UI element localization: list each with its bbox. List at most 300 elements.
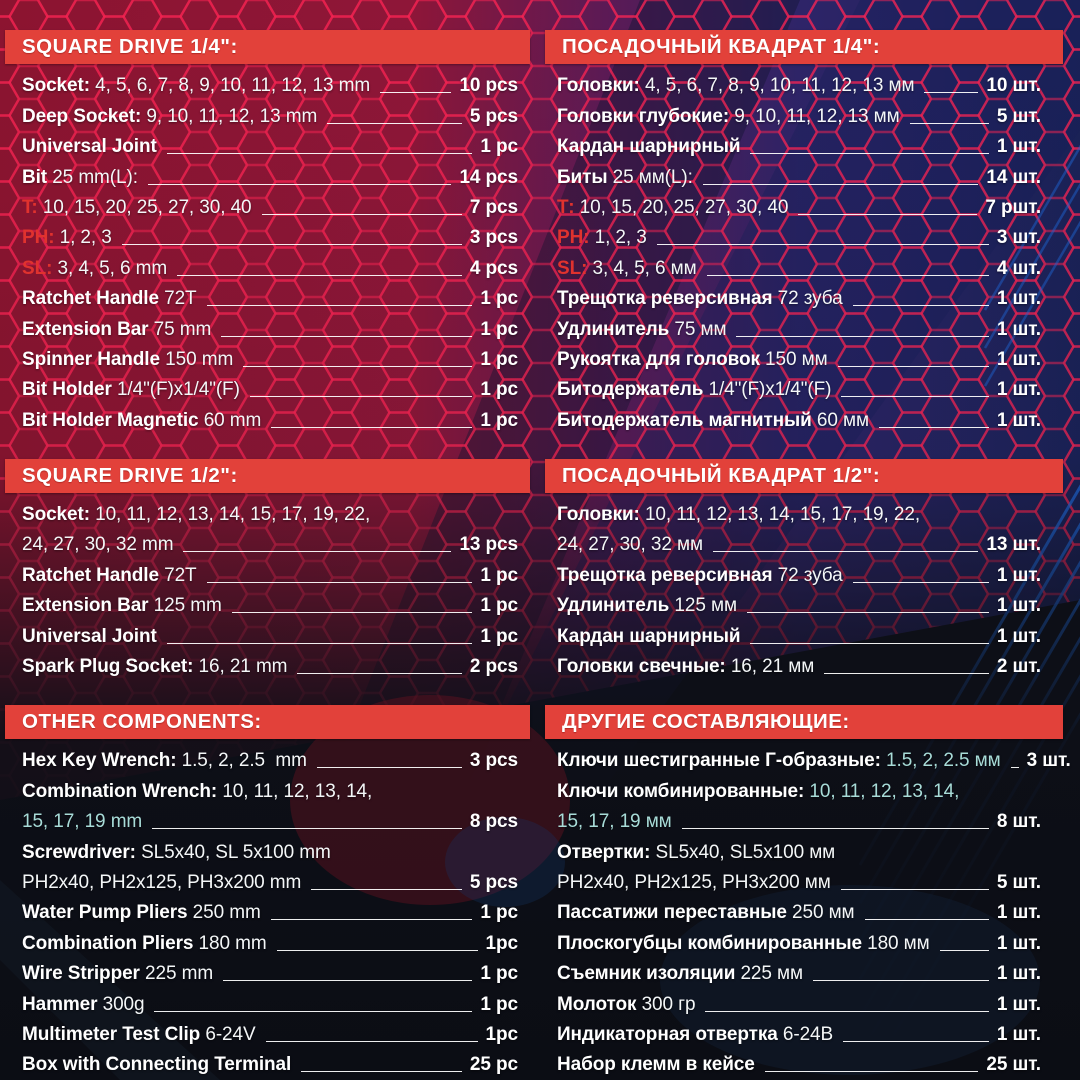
item-detail: 6-24V (200, 1023, 256, 1045)
item-detail: 72T (158, 288, 197, 310)
item-name: Плоскогубцы комбинированные (557, 932, 862, 954)
item-qty: 5 шт. (996, 105, 1041, 127)
item-qty: 3 pcs (469, 750, 518, 772)
spec-row (557, 743, 1071, 773)
spec-row (557, 557, 1041, 587)
item-detail: 25 мм(L): (607, 166, 693, 188)
item-qty: 25 шт. (986, 1054, 1041, 1076)
item-name: T: (22, 196, 38, 218)
spec-row (557, 956, 1041, 986)
spec-row (22, 250, 518, 280)
spec-row (557, 190, 1041, 220)
leader-line (177, 275, 462, 276)
item-detail: 15, 17, 19 мм (557, 811, 672, 833)
item-label (22, 73, 370, 98)
item-name: Spinner Handle (22, 348, 160, 370)
item-name: Socket: (22, 504, 90, 526)
spec-row (22, 649, 518, 679)
item-qty: 1 шт. (996, 932, 1041, 954)
leader-line (924, 92, 978, 93)
leader-line (824, 673, 989, 674)
item-detail: 16, 21 mm (193, 656, 288, 678)
item-name: Spark Plug Socket: (22, 656, 194, 678)
spec-section (545, 459, 1063, 679)
item-qty: 1 шт. (996, 564, 1041, 586)
item-qty: 1 pc (480, 963, 518, 985)
leader-line (262, 214, 462, 215)
item-detail: 150 мм (759, 348, 828, 370)
item-name: Combination Pliers (22, 932, 194, 954)
item-detail: 3, 4, 5, 6 mm (52, 257, 168, 279)
spec-row (557, 402, 1041, 432)
item-qty: 1 шт. (996, 963, 1041, 985)
spec-row (22, 311, 518, 341)
item-name: Головки глубокие: (557, 105, 730, 127)
item-label (22, 256, 167, 281)
item-detail: 25 mm(L): (47, 166, 138, 188)
spec-row (557, 865, 1041, 895)
item-qty: 1 шт. (996, 1023, 1041, 1045)
item-qty: 2 pcs (469, 656, 518, 678)
spec-row (22, 68, 518, 98)
leader-line (167, 153, 473, 154)
item-name: Deep Socket: (22, 105, 142, 127)
item-name: Головки: (557, 75, 640, 97)
item-name: Удлинитель (557, 595, 670, 617)
item-label (22, 748, 307, 773)
item-detail: 4, 5, 6, 7, 8, 9, 10, 11, 12, 13 mm (89, 75, 371, 97)
item-detail: 75 мм (669, 318, 727, 340)
spec-row (22, 986, 518, 1016)
item-name: Extension Bar (22, 595, 149, 617)
item-label (22, 961, 213, 986)
item-detail: 75 mm (148, 318, 212, 340)
leader-line (879, 427, 989, 428)
section-title: SQUARE DRIVE 1/4": (22, 35, 238, 58)
leader-line (940, 950, 989, 951)
item-label (22, 134, 157, 159)
leader-line (122, 244, 462, 245)
item-qty: 1 pc (480, 379, 518, 401)
spec-row (22, 159, 518, 189)
item-detail: 225 мм (735, 963, 803, 985)
spec-row (22, 281, 518, 311)
item-detail: 10, 11, 12, 13, 14, (804, 780, 960, 802)
spec-row (557, 250, 1041, 280)
spec-row (22, 1047, 518, 1077)
item-detail: 180 mm (193, 932, 267, 954)
spec-row (557, 588, 1041, 618)
item-detail: 72T (158, 564, 197, 586)
item-qty: 1 pc (480, 348, 518, 370)
item-qty: 3 шт. (1026, 750, 1071, 772)
item-detail: 16, 21 мм (725, 656, 815, 678)
section-rows (5, 64, 530, 433)
spec-section (5, 705, 530, 1077)
item-name: Ratchet Handle (22, 564, 159, 586)
leader-line (765, 1071, 979, 1072)
item-detail: 1/4"(F)x1/4"(F) (703, 379, 832, 401)
item-label (22, 225, 112, 250)
item-qty: 8 шт. (996, 811, 1041, 833)
item-name: Ключи комбинированные: (557, 780, 805, 802)
item-label (557, 779, 959, 804)
item-detail: 10, 11, 12, 13, 14, 15, 17, 19, 22, (89, 504, 371, 526)
item-qty: 10 шт. (986, 75, 1041, 97)
leader-line (327, 123, 462, 124)
section-header-bar (545, 459, 1063, 493)
item-detail: 10, 15, 20, 25, 27, 30, 40 (574, 196, 789, 218)
item-detail: 225 mm (139, 963, 214, 985)
item-label (557, 624, 740, 649)
item-detail: 72 зуба (772, 564, 843, 586)
leader-line (841, 889, 989, 890)
spec-row (22, 743, 518, 773)
item-name: Т: (557, 196, 575, 218)
item-qty: 3 шт. (996, 227, 1041, 249)
leader-line (682, 828, 989, 829)
item-qty: 5 pcs (469, 105, 518, 127)
item-label (557, 931, 930, 956)
item-qty: 1 шт. (996, 625, 1041, 647)
item-label (557, 165, 693, 190)
section-rows (545, 64, 1063, 433)
item-name: Socket: (22, 75, 90, 97)
item-name: Кардан шарнирный (557, 625, 741, 647)
leader-line (232, 612, 473, 613)
item-name: Индикаторная отвертка (557, 1023, 778, 1045)
spec-row (557, 649, 1041, 679)
section-header-bar (545, 705, 1063, 739)
section-rows (545, 493, 1063, 679)
section-header-bar (545, 30, 1063, 64)
item-label (557, 992, 695, 1017)
spec-row (22, 372, 518, 402)
spec-row (557, 281, 1041, 311)
leader-line (841, 396, 989, 397)
item-name: Трещотка реверсивная (557, 288, 773, 310)
leader-line (297, 673, 461, 674)
item-label (557, 961, 803, 986)
section-title: ПОСАДОЧНЫЙ КВАДРАТ 1/4": (562, 35, 881, 58)
item-label (557, 317, 726, 342)
item-detail: 300g (97, 993, 145, 1015)
spec-row (22, 98, 518, 128)
leader-line (167, 643, 473, 644)
item-detail: 15, 17, 19 mm (22, 811, 143, 833)
item-detail: SL5x40, SL 5x100 mm (135, 841, 331, 863)
item-qty: 1 pc (480, 564, 518, 586)
item-label (22, 502, 370, 527)
leader-line (301, 1071, 462, 1072)
item-detail: 1/4"(F)x1/4"(F) (111, 379, 240, 401)
item-detail: 250 mm (187, 902, 261, 924)
item-qty: 1 pc (480, 902, 518, 924)
item-label (557, 134, 740, 159)
item-label (557, 900, 855, 925)
item-name: Screwdriver: (22, 841, 136, 863)
item-label (557, 408, 869, 433)
item-name: Удлинитель (557, 318, 670, 340)
leader-line (154, 1011, 472, 1012)
leader-line (243, 366, 472, 367)
item-label (22, 347, 233, 372)
item-qty: 1 pc (480, 409, 518, 431)
leader-line (703, 184, 979, 185)
item-label (557, 532, 703, 557)
item-label (22, 1052, 291, 1077)
item-label (22, 195, 252, 220)
item-qty: 1 шт. (996, 136, 1041, 158)
item-label (22, 840, 331, 865)
spec-section (545, 30, 1063, 433)
spec-row (22, 925, 518, 955)
item-name: Extension Bar (22, 318, 149, 340)
spec-section (5, 459, 530, 679)
spec-row (22, 956, 518, 986)
item-detail: 125 мм (669, 595, 737, 617)
leader-line (380, 92, 451, 93)
item-name: Головки: (557, 504, 640, 526)
item-qty: 1 шт. (996, 409, 1041, 431)
spec-row (22, 588, 518, 618)
item-qty: 1pc (485, 1023, 518, 1045)
item-label (22, 870, 301, 895)
item-label (22, 563, 197, 588)
leader-line (148, 184, 452, 185)
item-detail: 10, 15, 20, 25, 27, 30, 40 (37, 196, 252, 218)
item-qty: 7 ршт. (985, 196, 1041, 218)
item-name: Ключи шестигранные Г-образные: (557, 750, 881, 772)
spec-row (557, 895, 1041, 925)
item-detail: PH2x40, PH2x125, PH3x200 mm (22, 871, 302, 893)
leader-line (707, 275, 989, 276)
item-label (22, 654, 287, 679)
item-name: Universal Joint (22, 625, 157, 647)
item-detail: 3, 4, 5, 6 мм (587, 257, 697, 279)
item-qty: 13 шт. (986, 534, 1041, 556)
leader-line (207, 582, 473, 583)
item-detail: 72 зуба (772, 288, 843, 310)
spec-row (557, 342, 1041, 372)
item-label (22, 624, 157, 649)
item-name: Ratchet Handle (22, 288, 159, 310)
spec-row (22, 342, 518, 372)
item-label (22, 1022, 256, 1047)
item-detail: SL5x40, SL5x100 мм (650, 841, 836, 863)
item-label (22, 317, 211, 342)
item-label (557, 748, 1001, 773)
item-detail: 10, 11, 12, 13, 14, 15, 17, 19, 22, (639, 504, 920, 526)
item-name: Hex Key Wrench: (22, 750, 177, 772)
item-qty: 1 pc (480, 288, 518, 310)
item-name: Universal Joint (22, 136, 157, 158)
leader-line (657, 244, 989, 245)
item-name: Трещотка реверсивная (557, 564, 773, 586)
item-qty: 1 шт. (996, 348, 1041, 370)
spec-row (557, 986, 1041, 1016)
item-detail: 10, 11, 12, 13, 14, (217, 780, 373, 802)
leader-line (223, 980, 472, 981)
item-name: Молоток (557, 993, 637, 1015)
item-detail: 125 mm (148, 595, 222, 617)
leader-line (798, 214, 977, 215)
section-rows (5, 493, 530, 679)
spec-row (22, 834, 518, 864)
spec-row (557, 159, 1041, 189)
section-title: ПОСАДОЧНЫЙ КВАДРАТ 1/2": (562, 463, 881, 487)
item-detail: 150 mm (159, 348, 234, 370)
item-detail: PH2x40, PH2x125, PH3x200 мм (557, 871, 831, 893)
leader-line (250, 396, 473, 397)
leader-line (713, 551, 979, 552)
spec-row (557, 618, 1041, 648)
item-detail: 1, 2, 3 (589, 227, 647, 249)
column-english (5, 30, 530, 1077)
spec-row (557, 372, 1041, 402)
item-name: Битодержатель магнитный (557, 409, 812, 431)
item-qty: 1 pc (480, 625, 518, 647)
item-detail: 6-24В (777, 1023, 834, 1045)
item-qty: 1 pc (480, 595, 518, 617)
column-russian (545, 30, 1071, 1077)
leader-line (183, 551, 451, 552)
leader-line (853, 582, 989, 583)
item-name: Пассатижи переставные (557, 902, 787, 924)
spec-row (557, 220, 1041, 250)
item-qty: 14 pcs (459, 166, 518, 188)
item-label (22, 286, 197, 311)
item-label (22, 377, 240, 402)
item-label (557, 809, 672, 834)
item-name: Кардан шарнирный (557, 136, 741, 158)
leader-line (277, 950, 478, 951)
item-detail: 300 гр (636, 993, 696, 1015)
item-label (22, 532, 173, 557)
leader-line (910, 123, 989, 124)
spec-row (22, 557, 518, 587)
section-header-bar (5, 705, 530, 739)
leader-line (317, 767, 462, 768)
item-detail: 4, 5, 6, 7, 8, 9, 10, 11, 12, 13 мм (639, 75, 915, 97)
item-detail: 9, 10, 11, 12, 13 мм (729, 105, 900, 127)
item-label (22, 593, 222, 618)
item-name: Box with Connecting Terminal (22, 1054, 292, 1076)
item-name: Отвертки: (557, 841, 651, 863)
section-title: ДРУГИЕ СОСТАВЛЯЮЩИЕ: (562, 710, 850, 734)
leader-line (750, 643, 988, 644)
item-qty: 1 шт. (996, 993, 1041, 1015)
item-detail: 250 мм (786, 902, 855, 924)
item-label (557, 563, 843, 588)
item-name: Bit Holder (22, 379, 112, 401)
spec-section (5, 30, 530, 433)
item-qty: 1 шт. (996, 902, 1041, 924)
item-label (557, 256, 697, 281)
spec-row (557, 925, 1041, 955)
item-qty: 1pc (485, 932, 518, 954)
item-label (557, 502, 920, 527)
item-detail: 180 мм (861, 932, 930, 954)
item-qty: 2 шт. (996, 656, 1041, 678)
item-detail: 1, 2, 3 (54, 227, 112, 249)
item-label (22, 992, 144, 1017)
spec-row (22, 220, 518, 250)
item-label (557, 347, 828, 372)
spec-row (22, 190, 518, 220)
spec-row (22, 497, 518, 527)
leader-line (266, 1041, 478, 1042)
section-rows (5, 739, 530, 1077)
item-detail: 1.5, 2, 2.5 мм (880, 750, 1001, 772)
item-label (557, 1022, 833, 1047)
spec-row (557, 129, 1041, 159)
spec-row (22, 618, 518, 648)
spec-row (22, 895, 518, 925)
item-label (22, 931, 267, 956)
leader-line (853, 305, 989, 306)
leader-line (311, 889, 462, 890)
spec-row (557, 98, 1041, 128)
item-qty: 1 шт. (996, 288, 1041, 310)
leader-line (747, 612, 989, 613)
item-name: Bit (22, 166, 48, 188)
leader-line (271, 427, 472, 428)
item-name: SL: (557, 257, 588, 279)
leader-line (838, 366, 989, 367)
item-name: PH: (22, 227, 55, 249)
section-title: OTHER COMPONENTS: (22, 710, 262, 734)
item-qty: 1 шт. (996, 318, 1041, 340)
item-label (557, 286, 843, 311)
spec-row (557, 773, 1041, 803)
item-label (557, 377, 831, 402)
item-name: Головки свечные: (557, 656, 726, 678)
spec-row (22, 129, 518, 159)
item-name: Combination Wrench: (22, 780, 218, 802)
leader-line (271, 919, 473, 920)
item-name: Bit Holder Magnetic (22, 409, 199, 431)
item-label (22, 104, 317, 129)
item-qty: 1 pc (480, 993, 518, 1015)
item-detail: 60 mm (198, 409, 262, 431)
item-detail: 60 мм (811, 409, 869, 431)
item-name: Water Pump Pliers (22, 902, 188, 924)
spec-row (22, 804, 518, 834)
spec-row (557, 804, 1041, 834)
item-name: Multimeter Test Clip (22, 1023, 201, 1045)
item-detail: 9, 10, 11, 12, 13 mm (141, 105, 318, 127)
item-label (22, 809, 142, 834)
item-label (557, 195, 788, 220)
spec-row (22, 527, 518, 557)
leader-line (843, 1041, 989, 1042)
spec-row (22, 865, 518, 895)
item-name: Съемник изоляции (557, 963, 736, 985)
spec-row (557, 834, 1041, 864)
leader-line (813, 980, 989, 981)
item-name: PH: (557, 227, 590, 249)
item-qty: 3 pcs (469, 227, 518, 249)
leader-line (736, 336, 988, 337)
item-name: Набор клемм в кейсе (557, 1054, 755, 1076)
item-name: Wire Stripper (22, 963, 140, 985)
item-label (22, 900, 261, 925)
leader-line (865, 919, 989, 920)
item-label (22, 779, 372, 804)
item-qty: 4 pcs (469, 257, 518, 279)
leader-line (750, 153, 988, 154)
